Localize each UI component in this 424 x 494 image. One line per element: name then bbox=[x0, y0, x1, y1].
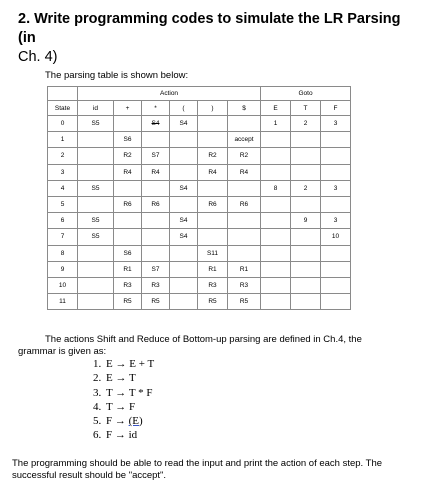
grammar-rule bbox=[93, 414, 154, 428]
table-cell bbox=[78, 164, 114, 180]
table-cell bbox=[321, 294, 351, 310]
state-cell: 2 bbox=[48, 148, 78, 164]
table-cell: R5 bbox=[228, 294, 261, 310]
state-cell: 8 bbox=[48, 245, 78, 261]
column-header-lparen: ( bbox=[170, 101, 198, 116]
table-cell bbox=[321, 196, 351, 212]
column-header-e: E bbox=[261, 101, 291, 116]
table-cell: S4 bbox=[142, 116, 170, 132]
table-cell bbox=[291, 294, 321, 310]
table-cell bbox=[291, 148, 321, 164]
table-cell bbox=[261, 229, 291, 245]
table-cell: R1 bbox=[114, 261, 142, 277]
table-cell bbox=[78, 294, 114, 310]
column-header-dollar: $ bbox=[228, 101, 261, 116]
table-row bbox=[48, 116, 351, 132]
table-cell: 8 bbox=[261, 180, 291, 196]
table-cell: R6 bbox=[114, 196, 142, 212]
lr-parsing-table bbox=[47, 86, 351, 310]
table-cell: S4 bbox=[170, 180, 198, 196]
table-cell bbox=[261, 148, 291, 164]
column-header-state: State bbox=[48, 101, 78, 116]
table-cell bbox=[198, 116, 228, 132]
table-cell: S7 bbox=[142, 261, 170, 277]
grammar-intro-line-2: grammar is given as: bbox=[18, 346, 107, 357]
table-cell: R6 bbox=[198, 196, 228, 212]
table-cell bbox=[114, 116, 142, 132]
table-row bbox=[48, 164, 351, 180]
heading-line-1: 2. Write programming codes to simulate the LR Parsing (in bbox=[18, 11, 401, 46]
rule-text-start: F → bbox=[106, 415, 129, 428]
table-intro: The parsing table is shown below: bbox=[45, 70, 189, 81]
table-cell: R2 bbox=[228, 148, 261, 164]
table-cell: 10 bbox=[321, 229, 351, 245]
table-cell bbox=[170, 132, 198, 148]
table-cell bbox=[170, 277, 198, 293]
rule-text: F → id bbox=[106, 429, 138, 442]
table-cell bbox=[228, 229, 261, 245]
rule-text: E → E + T bbox=[106, 358, 155, 370]
table-cell bbox=[261, 261, 291, 277]
grammar-rule bbox=[93, 386, 154, 400]
rule-text: E → T bbox=[106, 372, 136, 385]
requirements-line-2: successful result should be "accept". bbox=[12, 470, 167, 481]
table-cell bbox=[198, 213, 228, 229]
state-cell: 5 bbox=[48, 196, 78, 212]
column-header-plus: + bbox=[114, 101, 142, 116]
rule-text-end: ) bbox=[139, 415, 143, 428]
state-cell: 4 bbox=[48, 180, 78, 196]
table-cell bbox=[291, 261, 321, 277]
table-cell: R4 bbox=[114, 164, 142, 180]
table-cell bbox=[321, 132, 351, 148]
table-cell bbox=[170, 164, 198, 180]
column-header-id: id bbox=[78, 101, 114, 116]
rule-text: T → F bbox=[106, 400, 136, 413]
table-cell bbox=[321, 277, 351, 293]
table-cell bbox=[170, 148, 198, 164]
rule-text-underlined: (E bbox=[128, 415, 140, 428]
table-cell bbox=[78, 277, 114, 293]
table-cell: R4 bbox=[198, 164, 228, 180]
table-cell bbox=[170, 294, 198, 310]
table-cell bbox=[78, 148, 114, 164]
grammar-rules-list bbox=[93, 357, 154, 443]
table-cell: 2 bbox=[291, 180, 321, 196]
grammar-intro-paragraph bbox=[18, 334, 362, 358]
grammar-rule bbox=[93, 428, 154, 442]
table-cell bbox=[78, 132, 114, 148]
table-cell bbox=[114, 213, 142, 229]
state-cell: 7 bbox=[48, 229, 78, 245]
table-cell: S4 bbox=[170, 213, 198, 229]
table-row bbox=[48, 245, 351, 261]
table-cell: R3 bbox=[142, 277, 170, 293]
table-cell bbox=[170, 261, 198, 277]
header-blank-cell bbox=[48, 87, 78, 101]
state-cell: 9 bbox=[48, 261, 78, 277]
table-cell bbox=[142, 213, 170, 229]
table-cell: 3 bbox=[321, 180, 351, 196]
column-header-rparen: ) bbox=[198, 101, 228, 116]
table-cell: S5 bbox=[78, 180, 114, 196]
table-cell: S7 bbox=[142, 148, 170, 164]
rule-number: 6. bbox=[93, 429, 102, 442]
requirements-line-1: The programming should be able to read the input and print the action of each step. The bbox=[12, 458, 383, 469]
assignment-heading bbox=[18, 10, 418, 67]
state-cell: 1 bbox=[48, 132, 78, 148]
table-cell: 3 bbox=[321, 116, 351, 132]
action-group-header: Action bbox=[78, 87, 261, 101]
table-row bbox=[48, 148, 351, 164]
table-row bbox=[48, 277, 351, 293]
table-cell: R5 bbox=[142, 294, 170, 310]
table-cell bbox=[261, 294, 291, 310]
table-cell bbox=[321, 245, 351, 261]
table-cell bbox=[228, 245, 261, 261]
table-cell: S11 bbox=[198, 245, 228, 261]
table-row bbox=[48, 196, 351, 212]
column-header-t: T bbox=[291, 101, 321, 116]
table-cell: R5 bbox=[114, 294, 142, 310]
table-cell: 3 bbox=[321, 213, 351, 229]
table-cell bbox=[198, 229, 228, 245]
goto-group-header: Goto bbox=[261, 87, 351, 101]
table-cell bbox=[228, 116, 261, 132]
rule-number: 5. bbox=[93, 415, 102, 428]
grammar-rule bbox=[93, 371, 154, 385]
table-cell bbox=[321, 148, 351, 164]
table-cell bbox=[114, 180, 142, 196]
table-cell bbox=[321, 261, 351, 277]
grammar-intro-line-1: The actions Shift and Reduce of Bottom-up parsing are defined in Ch.4, the bbox=[45, 334, 362, 345]
table-cell: 9 bbox=[291, 213, 321, 229]
table-cell: S5 bbox=[78, 229, 114, 245]
requirements-paragraph bbox=[12, 458, 382, 482]
table-cell: R3 bbox=[228, 277, 261, 293]
table-cell bbox=[170, 245, 198, 261]
table-cell: S4 bbox=[170, 229, 198, 245]
rule-text: T → T * F bbox=[106, 386, 153, 399]
table-cell: accept bbox=[228, 132, 261, 148]
table-cell: R6 bbox=[228, 196, 261, 212]
table-cell: R6 bbox=[142, 196, 170, 212]
table-cell bbox=[291, 229, 321, 245]
table-cell: R1 bbox=[228, 261, 261, 277]
state-cell: 11 bbox=[48, 294, 78, 310]
table-cell bbox=[142, 132, 170, 148]
table-row bbox=[48, 213, 351, 229]
table-row bbox=[48, 229, 351, 245]
table-cell bbox=[198, 132, 228, 148]
table-row bbox=[48, 294, 351, 310]
table-cell: R3 bbox=[114, 277, 142, 293]
table-cell bbox=[78, 261, 114, 277]
lr-table-body bbox=[48, 116, 351, 310]
table-cell bbox=[78, 245, 114, 261]
table-cell bbox=[321, 164, 351, 180]
column-header-f: F bbox=[321, 101, 351, 116]
table-cell bbox=[261, 132, 291, 148]
rule-number: 3. bbox=[93, 386, 102, 399]
table-cell: R2 bbox=[114, 148, 142, 164]
table-cell: R4 bbox=[142, 164, 170, 180]
table-row bbox=[48, 261, 351, 277]
table-cell: 1 bbox=[261, 116, 291, 132]
grammar-rule bbox=[93, 357, 154, 371]
state-cell: 10 bbox=[48, 277, 78, 293]
rule-number: 4. bbox=[93, 400, 102, 413]
table-cell: S6 bbox=[114, 245, 142, 261]
table-cell bbox=[142, 245, 170, 261]
table-row bbox=[48, 180, 351, 196]
rule-number: 2. bbox=[93, 372, 102, 385]
table-row bbox=[48, 132, 351, 148]
state-cell: 6 bbox=[48, 213, 78, 229]
table-cell bbox=[198, 180, 228, 196]
table-cell bbox=[261, 277, 291, 293]
table-cell bbox=[228, 180, 261, 196]
table-cell: R1 bbox=[198, 261, 228, 277]
table-cell: S4 bbox=[170, 116, 198, 132]
table-cell bbox=[228, 213, 261, 229]
table-cell: S5 bbox=[78, 213, 114, 229]
table-cell: R4 bbox=[228, 164, 261, 180]
table-cell: S5 bbox=[78, 116, 114, 132]
table-cell bbox=[261, 164, 291, 180]
table-cell bbox=[291, 164, 321, 180]
table-cell: R5 bbox=[198, 294, 228, 310]
table-cell bbox=[291, 132, 321, 148]
column-header-star: * bbox=[142, 101, 170, 116]
table-cell: R3 bbox=[198, 277, 228, 293]
table-cell: S6 bbox=[114, 132, 142, 148]
table-cell bbox=[291, 277, 321, 293]
heading-line-2: Ch. 4) bbox=[18, 49, 58, 65]
table-cell bbox=[261, 213, 291, 229]
table-cell bbox=[261, 245, 291, 261]
table-cell: R2 bbox=[198, 148, 228, 164]
table-cell bbox=[291, 245, 321, 261]
table-cell bbox=[78, 196, 114, 212]
table-cell bbox=[170, 196, 198, 212]
rule-number: 1. bbox=[93, 358, 102, 370]
state-cell: 3 bbox=[48, 164, 78, 180]
grammar-rule bbox=[93, 400, 154, 414]
table-cell bbox=[261, 196, 291, 212]
table-cell bbox=[142, 180, 170, 196]
table-cell: 2 bbox=[291, 116, 321, 132]
table-cell bbox=[114, 229, 142, 245]
table-cell bbox=[142, 229, 170, 245]
table-cell bbox=[291, 196, 321, 212]
state-cell: 0 bbox=[48, 116, 78, 132]
